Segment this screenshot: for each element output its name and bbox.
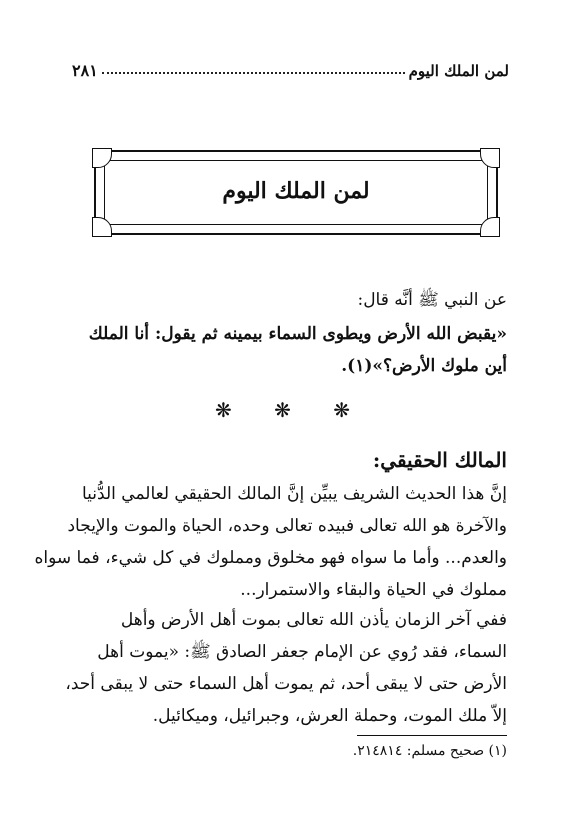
paragraph [34, 478, 507, 606]
section-heading: المالك الحقيقي: [372, 448, 507, 472]
paragraph-line: والآخرة هو الله تعالى فبيده تعالى وحده، الحياة والموت والإيجاد [67, 516, 507, 536]
hadith-quote [74, 318, 507, 382]
intro-text: عن النبي ﷺ أنَّه قال: [357, 290, 507, 310]
chapter-title-frame [94, 150, 498, 235]
footnote: (١) صحيح مسلم: ٢١٤٨١٤. [352, 743, 507, 759]
header-leader-dots [102, 72, 405, 74]
footnote-divider [357, 735, 507, 736]
paragraph-line: والعدم... وأما ما سواه فهو مخلوق ومملوك في كل شيء، فما سواه [34, 548, 507, 568]
page-number: ٢٨١ [72, 61, 98, 80]
running-header [72, 56, 509, 80]
paragraph-line: الأرض حتى لا يبقى أحد، ثم يموت أهل السماء حتى لا يبقى أحد، [65, 674, 507, 694]
intro-line [74, 284, 507, 316]
ornament-separator: ❋ ❋ ❋ [215, 398, 368, 422]
hadith-line: «يقبض الله الأرض ويطوى السماء بيمينه ثم يقول: أنا الملك [88, 324, 507, 344]
chapter-title: لمن الملك اليوم [222, 178, 370, 204]
paragraph-line: ففي آخر الزمان يأذن الله تعالى بموت أهل الأرض وأهل [120, 610, 507, 630]
running-title: لمن الملك اليوم [408, 62, 509, 80]
paragraph-line: السماء، فقد رُوي عن الإمام جعفر الصادق ﷺ: «يموت أهل [97, 642, 507, 662]
hadith-line: أين ملوك الأرض؟»(١). [341, 356, 507, 376]
paragraph-line: مملوك في الحياة والبقاء والاستمرار... [240, 580, 507, 600]
paragraph-line: إنَّ هذا الحديث الشريف يبيِّن إنَّ المالك الحقيقي لعالمي الدُّنيا [82, 484, 507, 504]
paragraph-line: إلاّ ملك الموت، وحملة العرش، وجبرائيل، وميكائيل. [152, 706, 507, 726]
paragraph [65, 604, 507, 732]
